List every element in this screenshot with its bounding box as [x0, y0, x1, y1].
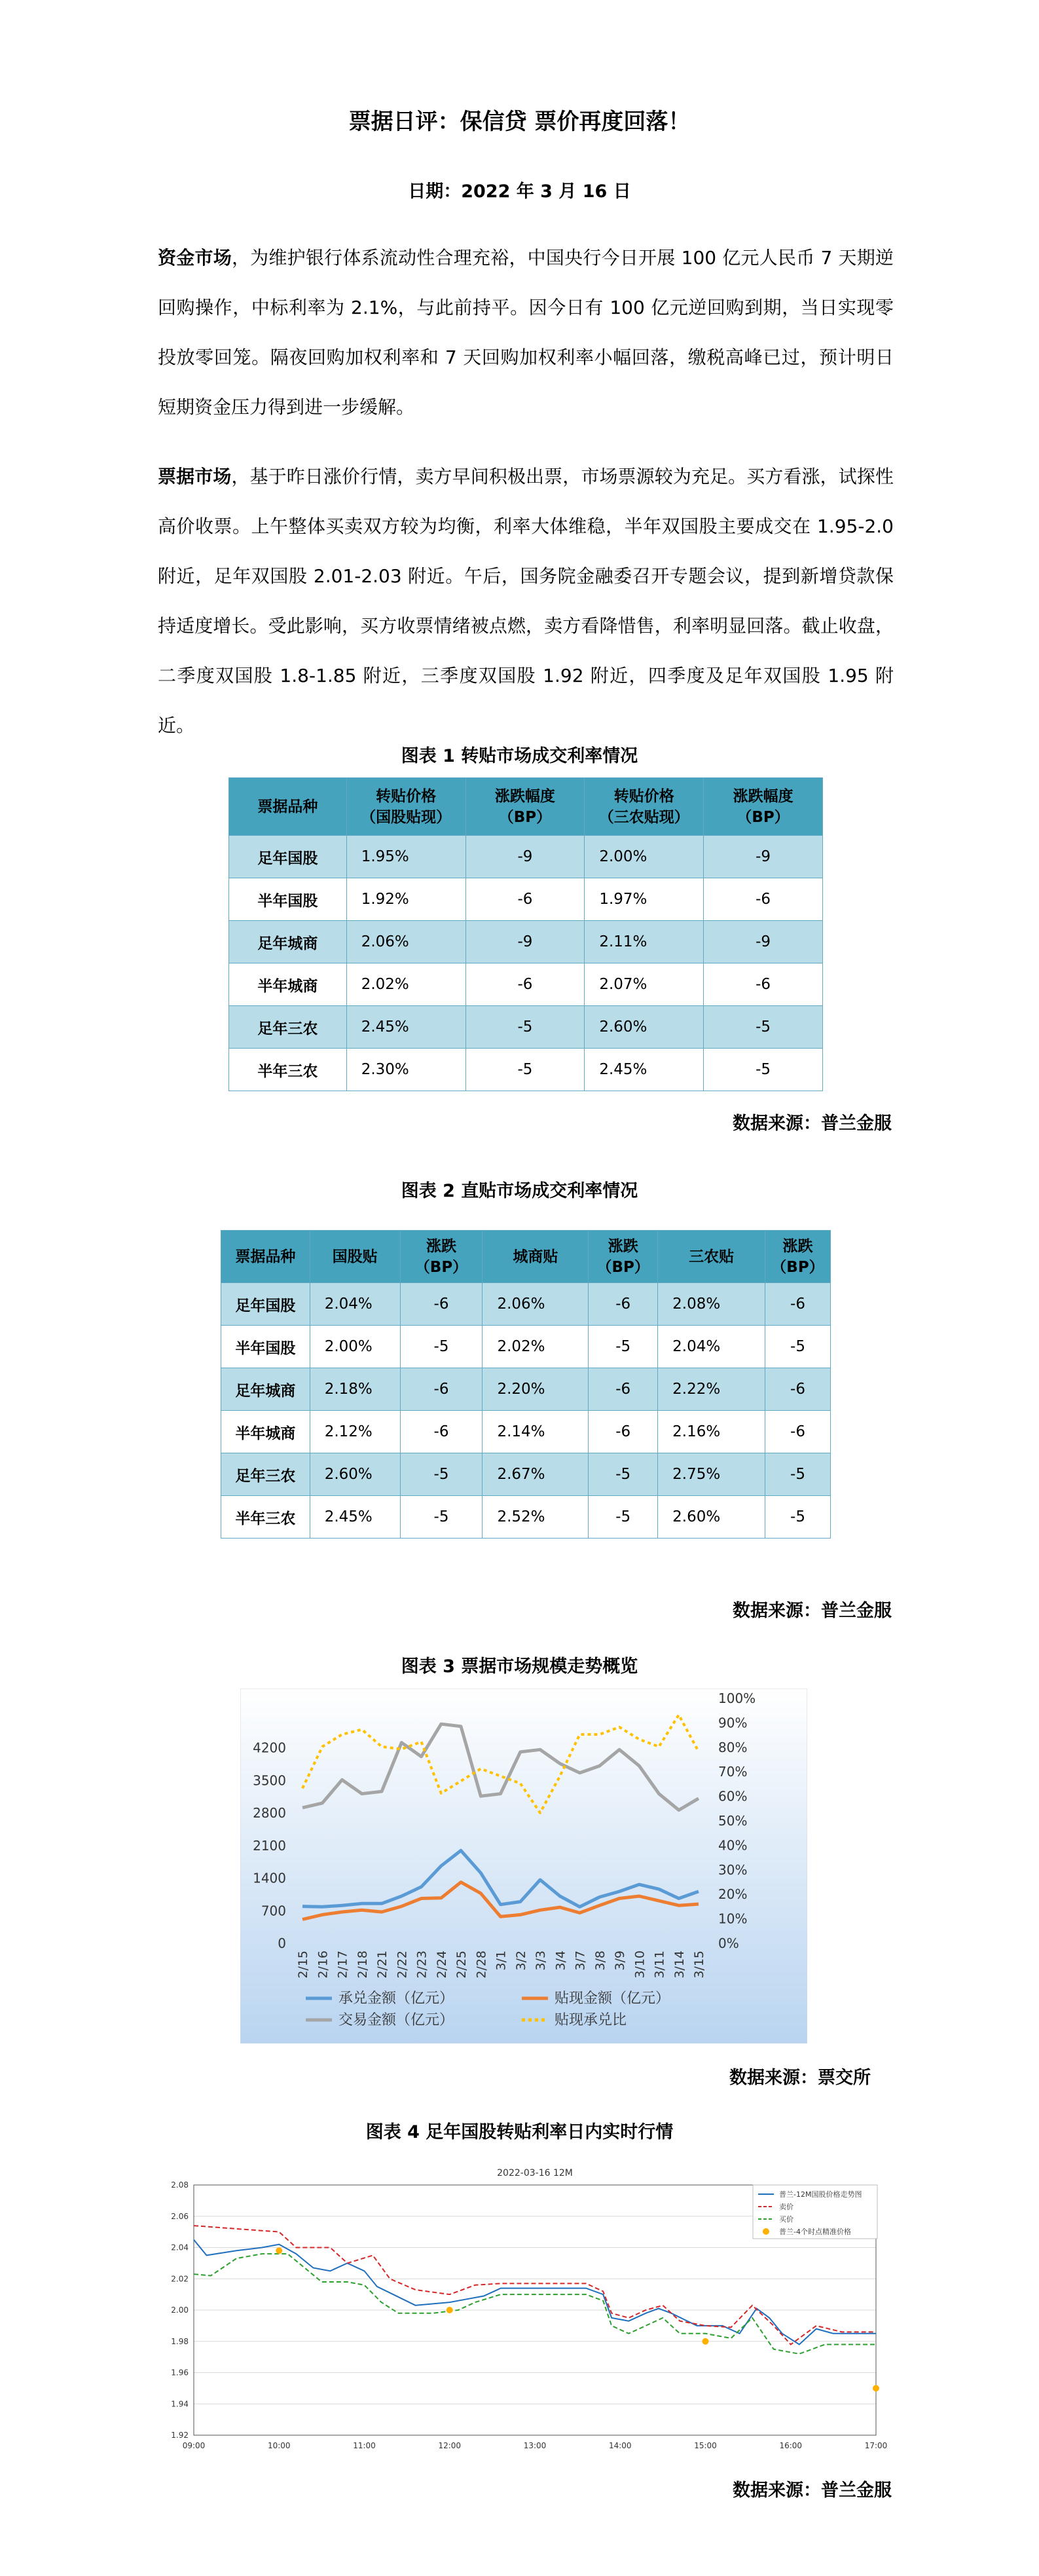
chart3-left-tick: 2100 [253, 1837, 286, 1854]
chart3-source: 数据来源：票交所 [729, 2068, 871, 2088]
table-cell: -5 [400, 1326, 483, 1368]
table-row [229, 1049, 823, 1091]
chart4-legend-label-point: 普兰-4个时点精准价格 [779, 2228, 851, 2236]
row-label: 半年城商 [229, 963, 347, 1006]
chart4-x-tick: 13:00 [523, 2441, 547, 2450]
table-cell: 2.08% [658, 1283, 765, 1326]
chart4-x-tick: 12:00 [438, 2441, 462, 2450]
table-cell: -6 [765, 1283, 830, 1326]
table1-header-2-line-0: 涨跌幅度 [494, 787, 555, 805]
table-cell: 2.02% [346, 963, 465, 1006]
table-cell: 2.07% [585, 963, 704, 1006]
chart3-right-tick: 70% [718, 1764, 748, 1780]
chart3-category-label: 2/25 [454, 1951, 469, 1979]
table-cell: 2.60% [310, 1453, 400, 1496]
table-cell: 2.60% [585, 1006, 704, 1049]
row-label: 足年三农 [229, 1006, 347, 1049]
table-row [221, 1368, 831, 1411]
table-cell: -6 [589, 1411, 658, 1453]
table-cell: -5 [704, 1006, 823, 1049]
chart3-category-label: 3/15 [692, 1951, 706, 1979]
chart3-category-label: 2/28 [474, 1951, 489, 1979]
table-row [221, 1453, 831, 1496]
table1-header-2-line-1: （BP） [498, 808, 552, 826]
table1-header-0 [229, 778, 347, 836]
chart3-right-tick: 90% [718, 1715, 748, 1731]
chart3-right-tick: 50% [718, 1813, 748, 1829]
table-cell: -6 [765, 1368, 830, 1411]
table-row [229, 836, 823, 878]
chart3-category-label: 2/16 [316, 1951, 331, 1979]
chart4-intraday-rates [156, 2160, 896, 2453]
table1-header-2 [465, 778, 585, 836]
chart3-category-label: 2/22 [395, 1951, 410, 1979]
table1-header-1-line-0: 转贴价格 [376, 787, 437, 805]
table1-header-0-line-0: 票据品种 [257, 798, 318, 815]
report-date: 日期：2022 年 3 月 16 日 [408, 181, 631, 202]
table-cell: -5 [589, 1326, 658, 1368]
table-cell: -6 [400, 1411, 483, 1453]
chart3-category-label: 3/3 [534, 1951, 548, 1971]
table1-header-4-line-1: （BP） [737, 808, 790, 826]
row-label: 半年城商 [221, 1411, 310, 1453]
table-cell: -6 [704, 963, 823, 1006]
chart3-legend-label-discount: 贴现金额（亿元） [555, 1990, 670, 2007]
table-cell: -6 [400, 1368, 483, 1411]
table-cell: -5 [765, 1453, 830, 1496]
chart4-y-tick: 2.02 [171, 2274, 189, 2284]
chart4-y-tick: 2.08 [171, 2180, 189, 2190]
table-row [221, 1283, 831, 1326]
table-row [221, 1411, 831, 1453]
funding-market-paragraph [158, 233, 894, 432]
table-cell: 2.75% [658, 1453, 765, 1496]
chart4-y-tick: 2.00 [171, 2305, 189, 2315]
table-cell: -9 [704, 921, 823, 963]
row-label: 半年国股 [221, 1326, 310, 1368]
bill-market-paragraph [158, 452, 894, 751]
chart4-x-tick: 16:00 [779, 2441, 803, 2450]
table-cell: -6 [400, 1283, 483, 1326]
chart3-right-tick: 60% [718, 1788, 748, 1804]
chart4-y-tick: 1.94 [171, 2399, 189, 2409]
table-cell: -5 [465, 1006, 585, 1049]
table2-header-4-line-1: （BP） [596, 1258, 649, 1276]
chart4-legend-label-index: 普兰-12M国股价格走势图 [779, 2190, 862, 2199]
chart3-category-label: 3/1 [494, 1951, 509, 1971]
table1-header-1 [346, 778, 465, 836]
table-cell: 2.04% [658, 1326, 765, 1368]
funding-market-text: ，为维护银行体系流动性合理充裕，中国央行今日开展 100 亿元人民币 7 天期逆回购操作，中标利率为 2.1%，与此前持平。因今日有 100 亿元逆回购到期，当日实现零投放零回笼。隔夜回购加权利率和 7 天回购加权利率小幅回落，缴税高峰已过，预计明日短期资金压力得到进一步缓解。 [158, 247, 894, 418]
table-cell: 2.06% [483, 1283, 589, 1326]
table-cell: 2.11% [585, 921, 704, 963]
table-cell: 2.00% [310, 1326, 400, 1368]
chart3-category-label: 3/9 [613, 1951, 627, 1971]
chart3-right-tick: 0% [718, 1935, 739, 1951]
table-cell: 2.18% [310, 1368, 400, 1411]
chart4-y-tick: 1.92 [171, 2431, 189, 2440]
row-label: 足年城商 [229, 921, 347, 963]
chart3-category-label: 3/11 [652, 1951, 667, 1979]
table2-header-4-line-0: 涨跌 [608, 1237, 638, 1255]
chart3-right-tick: 30% [718, 1861, 748, 1878]
table-row [229, 1006, 823, 1049]
table1-header-4-line-0: 涨跌幅度 [733, 787, 793, 805]
table1-header-3 [585, 778, 704, 836]
table-cell: 2.02% [483, 1326, 589, 1368]
chart4-x-tick: 15:00 [694, 2441, 717, 2450]
table-cell: -6 [589, 1283, 658, 1326]
chart3-left-tick: 2800 [253, 1805, 286, 1821]
chart3-left-tick: 0 [278, 1935, 286, 1951]
chart3-right-tick: 100% [718, 1690, 756, 1706]
table-row [229, 921, 823, 963]
chart3-legend-label-accept: 承兑金额（亿元） [338, 1990, 454, 2007]
chart4-y-tick: 2.04 [171, 2243, 189, 2252]
table-cell: 2.45% [310, 1496, 400, 1539]
table-cell: 2.60% [658, 1496, 765, 1539]
table2-header-6-line-1: （BP） [771, 1258, 824, 1276]
chart3-right-tick: 10% [718, 1911, 748, 1927]
chart3-category-label: 2/17 [335, 1951, 350, 1979]
table-cell: -5 [400, 1453, 483, 1496]
table-cell: -5 [765, 1496, 830, 1539]
chart4-price-point [276, 2247, 282, 2254]
chart3-category-label: 3/10 [632, 1951, 647, 1979]
table-cell: 1.92% [346, 878, 465, 921]
chart3-right-tick: 20% [718, 1886, 748, 1903]
chart3-left-tick: 3500 [253, 1772, 286, 1789]
chart3-legend-label-trade: 交易金额（亿元） [338, 2012, 454, 2028]
table2-header-1-line-0: 国股贴 [332, 1248, 378, 1265]
table1-header-3-line-0: 转贴价格 [613, 787, 674, 805]
chart3-left-tick: 700 [261, 1903, 286, 1919]
table-cell: 2.00% [585, 836, 704, 878]
funding-market-lead: 资金市场 [158, 247, 232, 269]
table-cell: -5 [589, 1453, 658, 1496]
chart4-caption: 图表 4 足年国股转贴利率日内实时行情 [365, 2122, 674, 2142]
chart3-category-label: 3/7 [573, 1951, 588, 1971]
table1-source: 数据来源：普兰金服 [733, 1113, 892, 1134]
chart3-category-label: 2/23 [414, 1951, 429, 1979]
table2-discount-rates [221, 1230, 831, 1539]
chart4-price-point [447, 2307, 453, 2313]
table-cell: 2.22% [658, 1368, 765, 1411]
chart4-x-tick: 14:00 [608, 2441, 632, 2450]
table2-source: 数据来源：普兰金服 [733, 1601, 892, 1621]
table1-header-4 [704, 778, 823, 836]
table-cell: 2.45% [585, 1049, 704, 1091]
chart3-category-label: 3/2 [513, 1951, 528, 1971]
table-cell: 1.95% [346, 836, 465, 878]
table-cell: 2.14% [483, 1411, 589, 1453]
table-row [221, 1326, 831, 1368]
table-row [229, 878, 823, 921]
table2-header-4 [589, 1231, 658, 1283]
table-cell: 2.04% [310, 1283, 400, 1326]
chart4-source: 数据来源：普兰金服 [733, 2480, 892, 2501]
chart4-x-tick: 11:00 [353, 2441, 376, 2450]
table-cell: 2.20% [483, 1368, 589, 1411]
table2-header-2-line-0: 涨跌 [426, 1237, 456, 1255]
chart4-y-tick: 2.06 [171, 2211, 189, 2221]
chart3-left-tick: 1400 [253, 1870, 286, 1886]
chart4-price-point [702, 2338, 709, 2345]
table-cell: -5 [589, 1496, 658, 1539]
table1-caption: 图表 1 转贴市场成交利率情况 [401, 746, 638, 766]
chart4-x-tick: 10:00 [267, 2441, 291, 2450]
table-cell: -5 [704, 1049, 823, 1091]
chart3-category-label: 3/4 [553, 1951, 568, 1971]
chart4-y-tick: 1.96 [171, 2368, 189, 2378]
table-cell: 2.16% [658, 1411, 765, 1453]
table2-header-0 [221, 1231, 310, 1283]
table-cell: 2.30% [346, 1049, 465, 1091]
table2-header-2-line-1: （BP） [414, 1258, 468, 1276]
row-label: 半年国股 [229, 878, 347, 921]
chart3-right-tick: 80% [718, 1739, 748, 1755]
chart3-category-label: 3/8 [592, 1951, 608, 1971]
table-cell: -9 [465, 921, 585, 963]
chart4-title: 2022-03-16 12M [497, 2168, 573, 2178]
chart3-legend-label-ratio: 贴现承兑比 [555, 2012, 627, 2028]
table-cell: -5 [400, 1496, 483, 1539]
row-label: 半年三农 [229, 1049, 347, 1091]
table2-header-0-line-0: 票据品种 [235, 1248, 296, 1265]
chart3-category-label: 3/14 [672, 1951, 687, 1979]
table2-header-1 [310, 1231, 400, 1283]
table-cell: 2.06% [346, 921, 465, 963]
chart4-price-point [873, 2385, 879, 2391]
table2-header-3-line-0: 城商贴 [513, 1248, 558, 1265]
table2-header-5-line-0: 三农贴 [689, 1248, 735, 1265]
table-cell: -6 [465, 878, 585, 921]
table-cell: -5 [465, 1049, 585, 1091]
table-cell: -5 [765, 1326, 830, 1368]
table-cell: -6 [765, 1411, 830, 1453]
table-row [221, 1496, 831, 1539]
chart3-category-label: 2/24 [434, 1951, 449, 1979]
chart4-legend-swatch-point [763, 2228, 769, 2235]
chart4-y-tick: 1.98 [171, 2336, 189, 2346]
bill-market-text: ，基于昨日涨价行情，卖方早间积极出票，市场票源较为充足。买方看涨，试探性高价收票。上午整体买卖双方较为均衡，利率大体维稳，半年双国股主要成交在 1.95-2.0 附近，足年双国股 2.01-2.03 附近。午后，国务院金融委召开专题会议，提到新增贷款保持适度增长。受此影响，买方收票情绪被点燃，卖方看降惜售，利率明显回落。截止收盘，二季度双国股 1.8-1.85 附近，三季度双国股 1.92 附近，四季度及足年双国股 1.95 附近。 [158, 466, 894, 736]
table-cell: 1.97% [585, 878, 704, 921]
table-cell: -6 [589, 1368, 658, 1411]
chart3-category-label: 2/18 [355, 1951, 370, 1979]
row-label: 半年三农 [221, 1496, 310, 1539]
table-cell: 2.12% [310, 1411, 400, 1453]
table2-header-2 [400, 1231, 483, 1283]
row-label: 足年国股 [221, 1283, 310, 1326]
table1-header-1-line-1: （国股贴现） [361, 808, 452, 826]
chart4-legend-label-ask: 卖价 [779, 2203, 793, 2211]
table-cell: -6 [465, 963, 585, 1006]
chart4-x-tick: 09:00 [182, 2441, 206, 2450]
chart3-category-label: 2/15 [296, 1951, 310, 1979]
row-label: 足年三农 [221, 1453, 310, 1496]
row-label: 足年国股 [229, 836, 347, 878]
table-row [229, 963, 823, 1006]
table2-caption: 图表 2 直贴市场成交利率情况 [401, 1181, 638, 1201]
table2-header-5 [658, 1231, 765, 1283]
table1-header-3-line-1: （三农贴现） [598, 808, 689, 826]
table-cell: -9 [465, 836, 585, 878]
table2-header-6-line-0: 涨跌 [782, 1237, 813, 1255]
table2-header-3 [483, 1231, 589, 1283]
bill-market-lead: 票据市场 [158, 466, 232, 487]
chart3-category-label: 2/21 [375, 1951, 390, 1979]
chart3-caption: 图表 3 票据市场规模走势概览 [401, 1656, 638, 1677]
chart4-x-tick: 17:00 [864, 2441, 888, 2450]
table-cell: 2.45% [346, 1006, 465, 1049]
chart3-right-tick: 40% [718, 1837, 748, 1854]
page-title: 票据日评：保信贷 票价再度回落！ [348, 109, 691, 135]
table-cell: 2.67% [483, 1453, 589, 1496]
row-label: 足年城商 [221, 1368, 310, 1411]
chart3-market-scale [240, 1689, 807, 2044]
table-cell: -9 [704, 836, 823, 878]
table-cell: -6 [704, 878, 823, 921]
chart4-legend-label-bid: 买价 [779, 2215, 793, 2224]
chart3-left-tick: 4200 [253, 1740, 286, 1756]
table2-header-6 [765, 1231, 830, 1283]
table1-rediscount-rates [228, 777, 823, 1091]
table-cell: 2.52% [483, 1496, 589, 1539]
